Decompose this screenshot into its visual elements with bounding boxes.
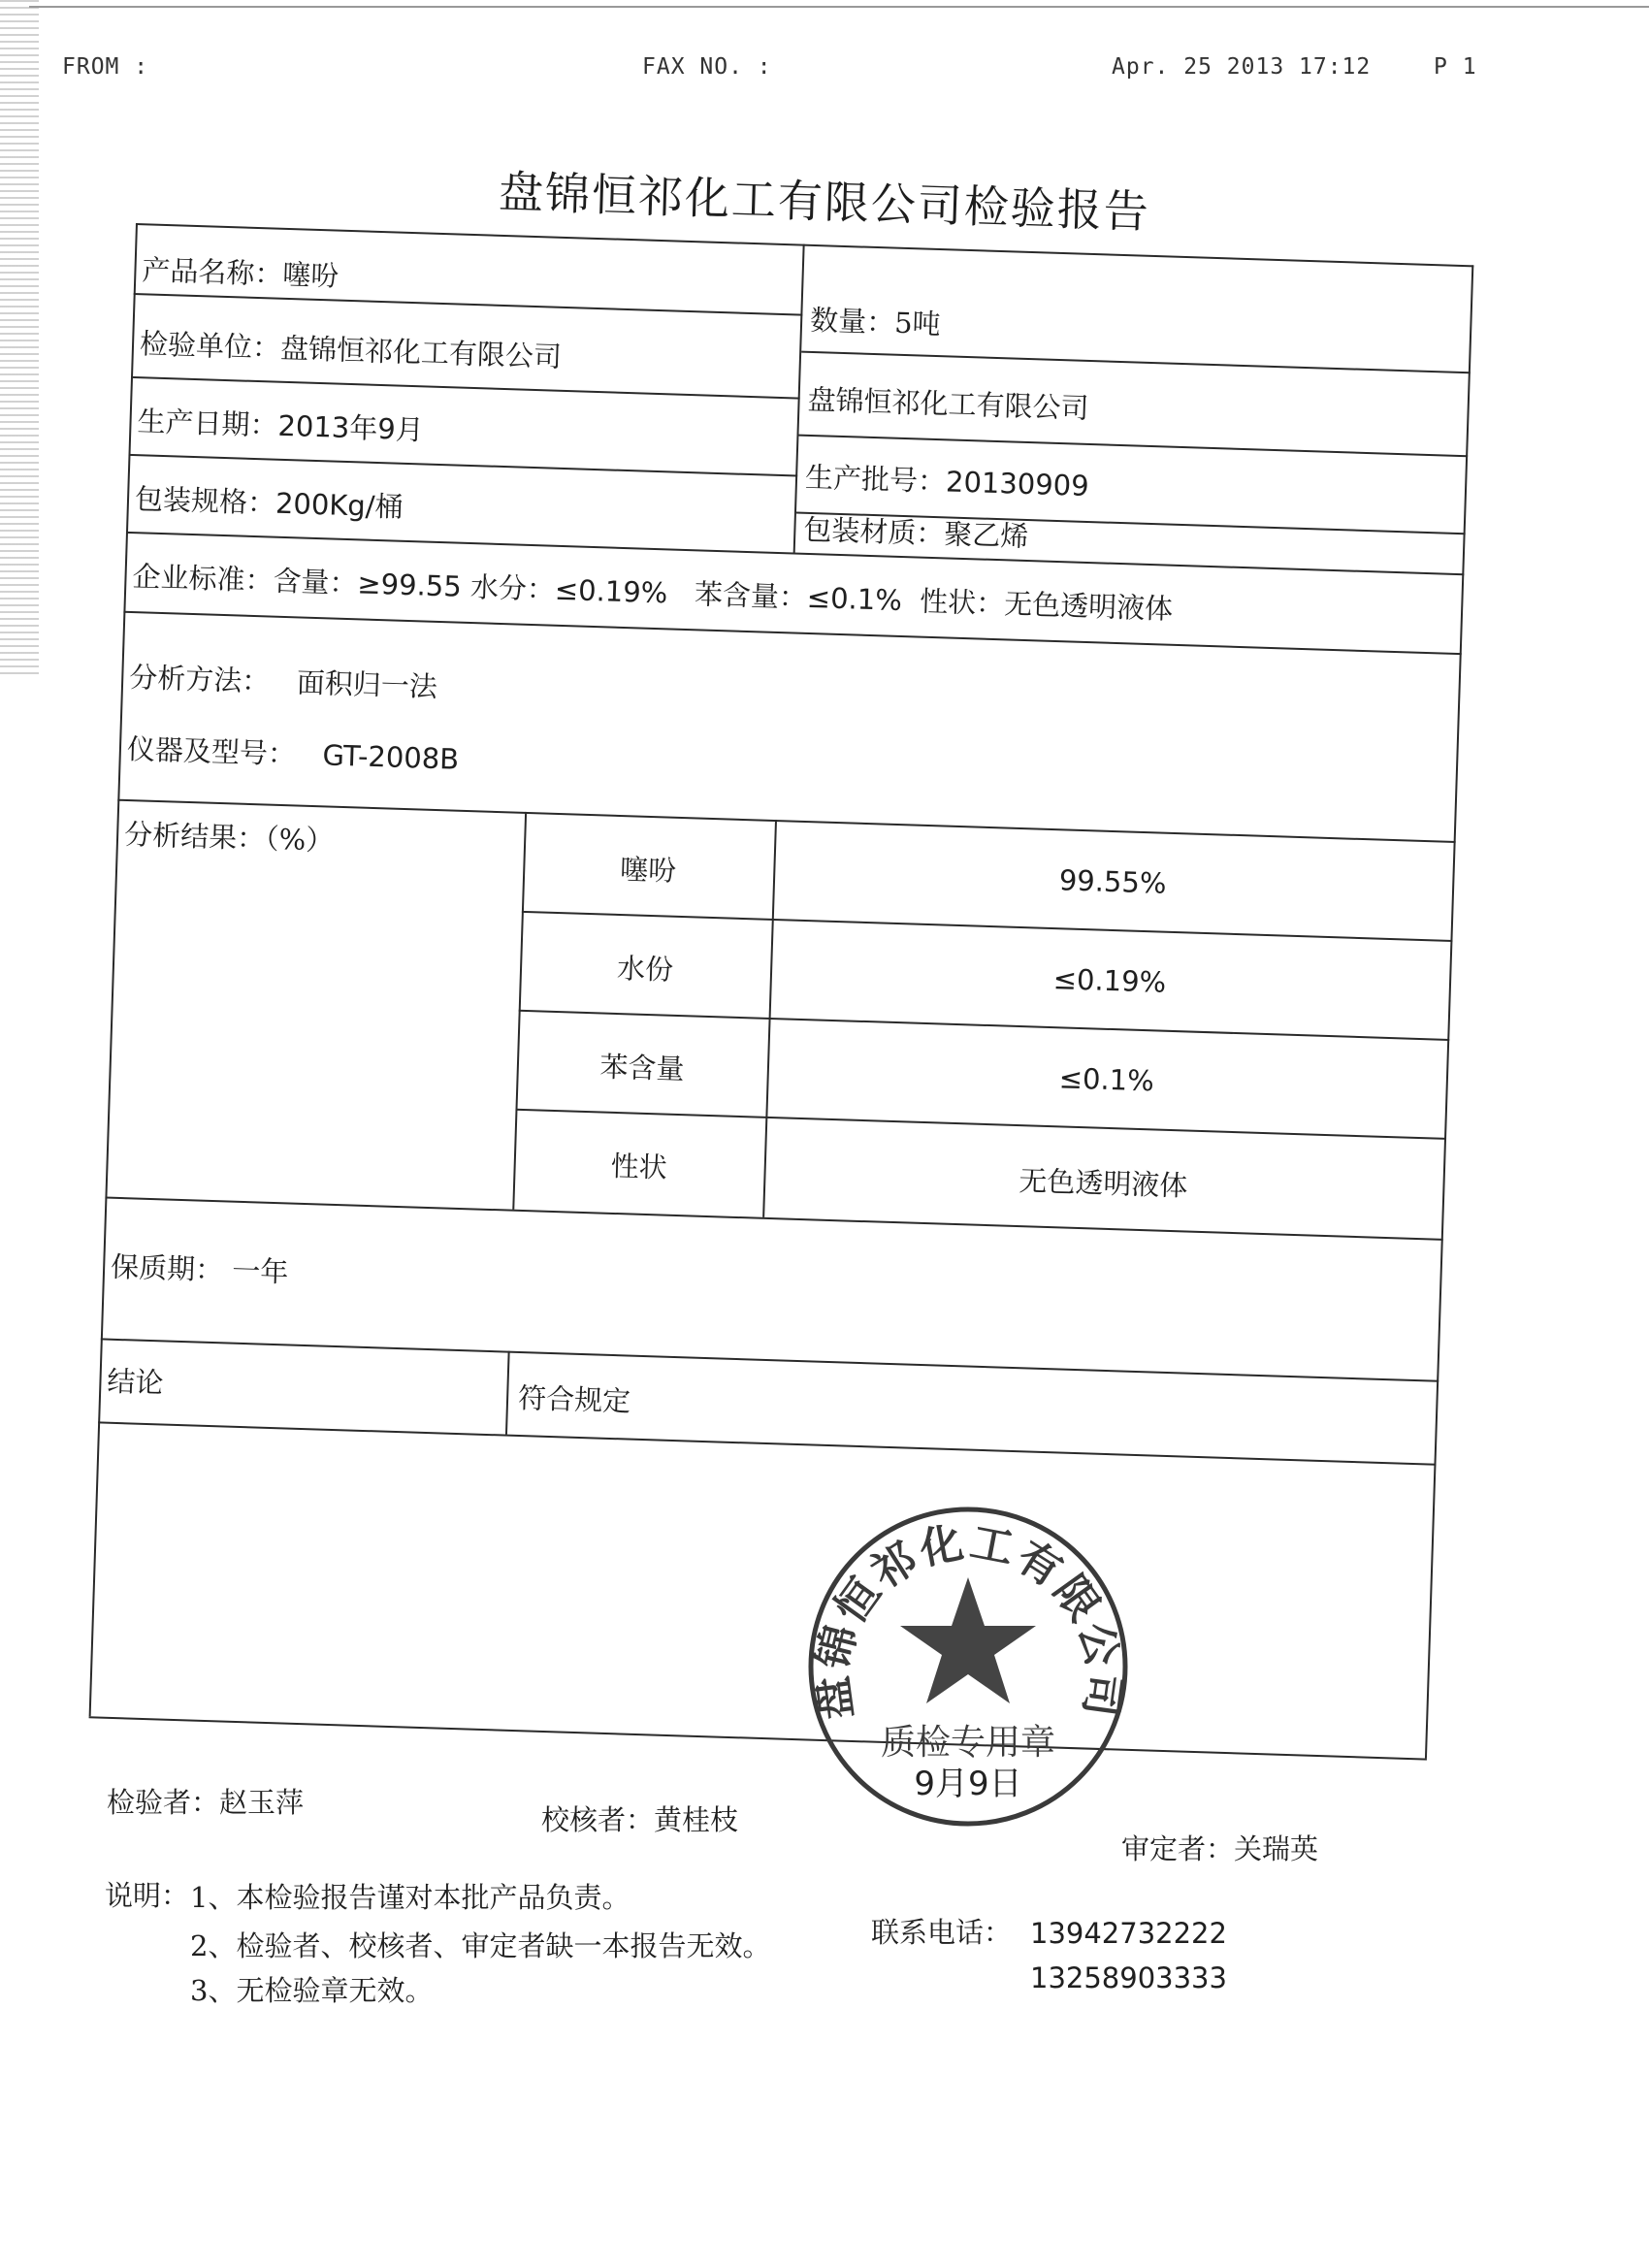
row-divider — [134, 293, 803, 316]
packaging-material-row — [803, 508, 1029, 555]
conclusion-value: 符合规定 — [517, 1380, 631, 1418]
method-label: 分析方法： — [128, 661, 271, 698]
instrument-row — [126, 728, 459, 778]
standard-content: 含量：≥99.55 — [272, 564, 463, 603]
inspection-unit-value: 盘锦恒祁化工有限公司 — [279, 331, 563, 373]
product-name-label: 产品名称： — [141, 253, 283, 291]
reviewer-label: 校核者： — [541, 1803, 655, 1836]
standard-water: 水分：≤0.19% — [469, 570, 668, 610]
results-label: 分析结果：（%） — [123, 817, 335, 858]
packaging-material-value: 聚乙烯 — [943, 517, 1029, 554]
note-item: 3、无检验章无效。 — [190, 1974, 434, 2007]
contact-label: 联系电话： — [871, 1916, 1013, 1949]
instrument-label: 仪器及型号： — [126, 731, 297, 771]
inspection-unit-label: 检验单位： — [139, 327, 281, 365]
fax-datetime: Apr. 25 2013 17:12 — [1112, 54, 1372, 80]
notes-label: 说明： — [105, 1879, 190, 1912]
production-date-row — [137, 400, 424, 448]
row-divider — [522, 911, 1453, 942]
approver-row — [1121, 1828, 1318, 1867]
batch-label: 生产批号： — [804, 460, 947, 499]
packaging-spec-row — [134, 477, 404, 526]
standard-appearance: 性状：无色透明液体 — [919, 584, 1174, 626]
table-border-left — [89, 223, 138, 1716]
standard-benzene: 苯含量：≤0.1% — [694, 577, 903, 617]
inspector-name: 赵玉萍 — [219, 1786, 305, 1819]
result-value: ≤0.19% — [1052, 962, 1167, 999]
row-divider — [123, 611, 1461, 655]
contact-phone: 13258903333 — [1030, 1961, 1227, 1994]
batch-value: 20130909 — [945, 465, 1090, 502]
contact-phone: 13942732222 — [1030, 1917, 1227, 1950]
result-item: 苯含量 — [598, 1050, 685, 1086]
reviewer-name: 黄桂枝 — [654, 1803, 739, 1836]
inspector-row — [107, 1781, 304, 1821]
standard-label: 企业标准： — [132, 560, 275, 598]
shelf-life-label: 保质期： — [110, 1249, 224, 1287]
quantity-row — [810, 299, 942, 342]
result-value: 99.55% — [1058, 863, 1167, 900]
approver-name: 关瑞英 — [1234, 1832, 1319, 1865]
column-divider — [505, 1351, 510, 1435]
scan-edge — [0, 0, 39, 679]
production-date-value: 2013年9月 — [276, 408, 425, 447]
seal-arc-text: 盘锦恒祁化工有限公司 — [807, 1517, 1129, 1723]
official-seal — [793, 1492, 1143, 1841]
quantity-label: 数量： — [809, 303, 895, 340]
method-value: 面积归一法 — [296, 665, 438, 703]
row-divider — [131, 376, 800, 400]
fax-from: FROM : — [62, 54, 149, 80]
result-item: 噻吩 — [619, 853, 677, 888]
inspection-form — [89, 223, 1474, 1759]
row-divider — [128, 454, 797, 477]
note-item: 1、本检验报告谨对本批产品负责。 — [190, 1881, 630, 1914]
row-divider — [519, 1010, 1450, 1041]
note-item: 2、检验者、校核者、审定者缺一本报告无效。 — [190, 1929, 771, 1962]
conclusion-label: 结论 — [106, 1364, 165, 1400]
product-name-row — [142, 248, 340, 294]
report-title: 盘锦恒祁化工有限公司检验报告 — [498, 165, 1151, 239]
reviewer-row — [541, 1798, 738, 1838]
result-item: 水份 — [616, 951, 674, 987]
seal-graphic — [793, 1492, 1143, 1841]
seal-date: 9月9日 — [914, 1765, 1022, 1803]
packaging-spec-value: 200Kg/桶 — [275, 486, 404, 524]
instrument-value: GT-2008B — [322, 738, 460, 776]
quantity-value: 5吨 — [893, 306, 942, 341]
inspection-unit-row — [140, 322, 563, 375]
production-date-label: 生产日期： — [137, 405, 279, 442]
packaging-spec-label: 包装规格： — [134, 482, 276, 520]
batch-row — [805, 456, 1090, 504]
result-item: 性状 — [610, 1149, 668, 1184]
table-border-bottom — [89, 1716, 1427, 1760]
scan-top-line — [29, 6, 1649, 8]
table-border-right — [1425, 265, 1473, 1758]
shelf-life-row — [111, 1246, 289, 1291]
row-divider — [801, 351, 1471, 374]
fax-number: FAX NO. : — [642, 54, 772, 80]
approver-label: 审定者： — [1121, 1832, 1235, 1865]
seal-subtext: 质检专用章 — [880, 1723, 1056, 1763]
row-divider — [101, 1338, 1439, 1381]
row-divider — [98, 1421, 1436, 1465]
seal-star-icon — [900, 1577, 1036, 1703]
manufacturer-value: 盘锦恒祁化工有限公司 — [807, 382, 1090, 425]
row-divider — [515, 1109, 1446, 1140]
result-value: 无色透明液体 — [1018, 1164, 1188, 1203]
fax-page-number: P 1 — [1434, 54, 1477, 80]
product-name-value: 噻吩 — [281, 257, 340, 293]
inspector-label: 检验者： — [107, 1786, 220, 1819]
method-row — [129, 656, 438, 705]
row-divider — [798, 435, 1468, 458]
packaging-material-label: 包装材质： — [802, 512, 945, 551]
result-value: ≤0.1% — [1058, 1061, 1155, 1098]
shelf-life-value: 一年 — [231, 1253, 289, 1289]
